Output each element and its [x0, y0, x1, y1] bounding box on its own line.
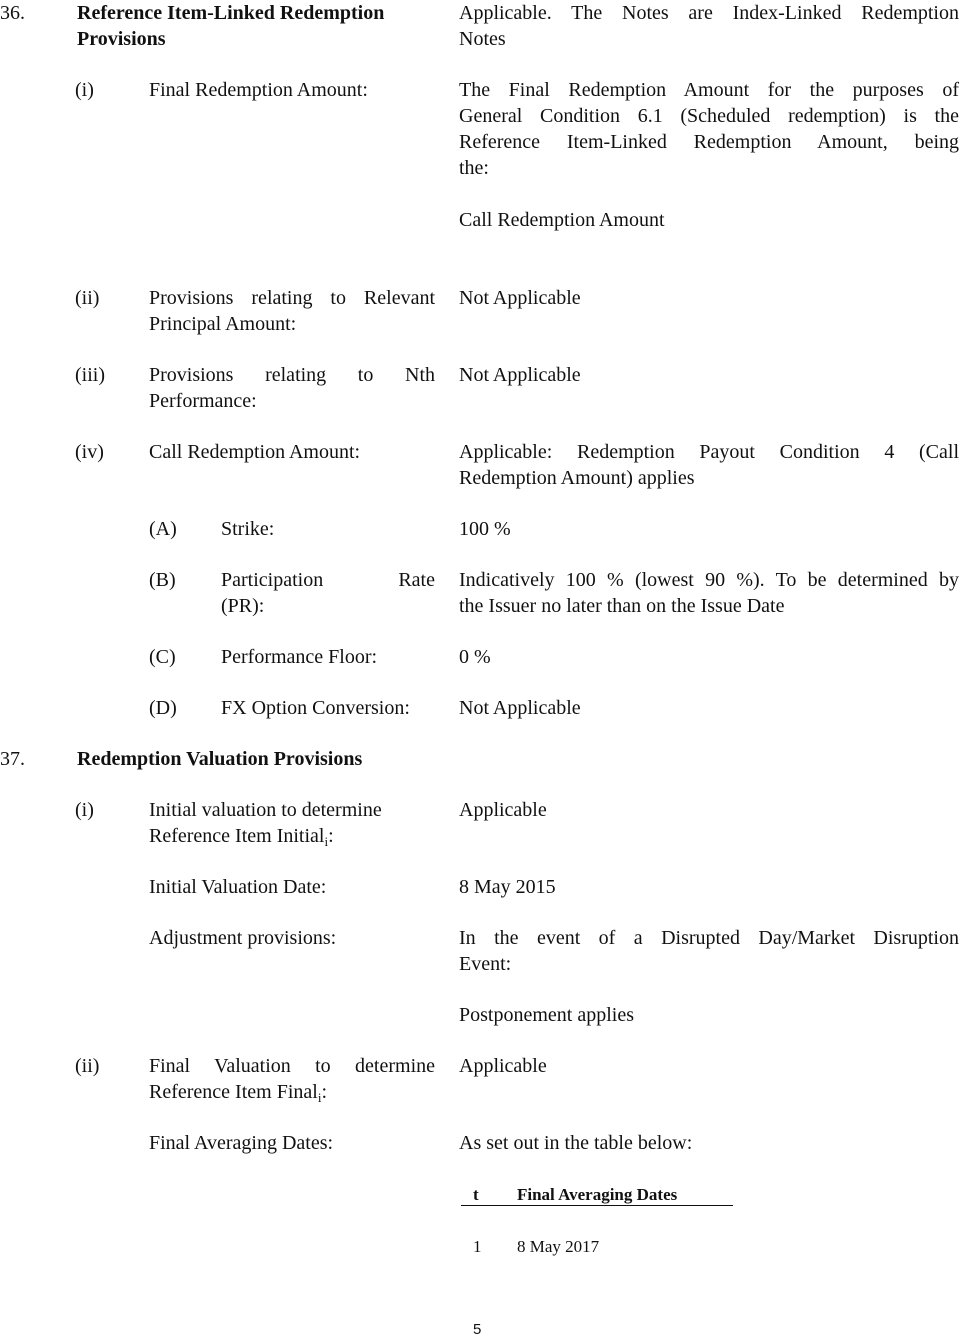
participation-rate-label-line2: (PR):	[221, 595, 265, 617]
section-36-title-line2: Provisions	[77, 28, 166, 50]
relevant-principal-label-line1: Provisions relating to Relevant	[149, 287, 435, 309]
participation-rate-value-line2: the Issuer no later than on the Issue Date	[459, 595, 785, 617]
subitem-d-number: (D)	[149, 697, 177, 719]
final-redemption-amount-value-line2: General Condition 6.1 (Scheduled redemption) is the	[459, 105, 959, 127]
performance-floor-label: Performance Floor:	[221, 646, 378, 668]
performance-floor-value: 0 %	[459, 646, 491, 668]
item-36-i-number: (i)	[75, 79, 94, 101]
item-37-i-number: (i)	[75, 799, 94, 821]
final-redemption-amount-value-line3: Reference Item-Linked Redemption Amount, being	[459, 131, 959, 153]
section-36-value-line2: Notes	[459, 28, 506, 50]
item-37-ii-number: (ii)	[75, 1055, 100, 1077]
call-redemption-amount-label: Call Redemption Amount:	[149, 441, 361, 463]
final-valuation-value: Applicable	[459, 1055, 547, 1077]
subitem-a-number: (A)	[149, 518, 177, 540]
postponement-applies-text: Postponement applies	[459, 1004, 634, 1026]
final-redemption-amount-value-line1: The Final Redemption Amount for the purposes of	[459, 79, 959, 101]
adjustment-provisions-value-line1: In the event of a Disrupted Day/Market Disruption	[459, 927, 959, 949]
item-36-iii-number: (iii)	[75, 364, 105, 386]
table-header-t: t	[473, 1185, 479, 1204]
initial-valuation-label-line1: Initial valuation to determine	[149, 799, 382, 821]
fx-option-conversion-label: FX Option Conversion:	[221, 697, 410, 719]
final-redemption-amount-label: Final Redemption Amount:	[149, 79, 368, 101]
initial-valuation-label-line2: Reference Item Initial$_i$:	[149, 825, 334, 849]
table-row-date: 8 May 2017	[517, 1237, 600, 1256]
final-redemption-amount-value-line4: the:	[459, 157, 489, 179]
adjustment-provisions-value-line2: Event:	[459, 953, 512, 975]
page-number: 5	[473, 1321, 482, 1338]
strike-label: Strike:	[221, 518, 275, 540]
participation-rate-label-line1: Participation Rate	[221, 569, 435, 591]
section-37-title: Redemption Valuation Provisions	[77, 748, 363, 770]
nth-performance-label-line2: Performance:	[149, 390, 257, 412]
adjustment-provisions-label: Adjustment provisions:	[149, 927, 337, 949]
section-37-number: 37.	[0, 748, 25, 770]
item-36-ii-number: (ii)	[75, 287, 100, 309]
subitem-b-number: (B)	[149, 569, 176, 591]
final-valuation-label-line1: Final Valuation to determine	[149, 1055, 435, 1077]
participation-rate-value-line1: Indicatively 100 % (lowest 90 %). To be determined by	[459, 569, 959, 591]
subitem-c-number: (C)	[149, 646, 176, 668]
section-36-title-line1: Reference Item-Linked Redemption	[77, 2, 385, 24]
final-averaging-dates-label: Final Averaging Dates:	[149, 1132, 334, 1154]
nth-performance-label-line1: Provisions relating to Nth	[149, 364, 435, 386]
fx-option-conversion-value: Not Applicable	[459, 697, 581, 719]
section-36-value-line1: Applicable. The Notes are Index-Linked Redemption	[459, 2, 959, 24]
final-valuation-label-line2: Reference Item Final$_i$:	[149, 1081, 327, 1105]
initial-valuation-date-value: 8 May 2015	[459, 876, 556, 898]
relevant-principal-value: Not Applicable	[459, 287, 581, 309]
nth-performance-value: Not Applicable	[459, 364, 581, 386]
call-redemption-amount-value-line2: Redemption Amount) applies	[459, 467, 695, 489]
initial-valuation-value: Applicable	[459, 799, 547, 821]
relevant-principal-label-line2: Principal Amount:	[149, 313, 297, 335]
call-redemption-amount-value-line1: Applicable: Redemption Payout Condition 4 (Call	[459, 441, 959, 463]
section-36-number: 36.	[0, 2, 25, 24]
table-header-rule	[461, 1205, 733, 1206]
table-header-final-averaging-dates: Final Averaging Dates	[517, 1185, 678, 1204]
call-redemption-amount-text: Call Redemption Amount	[459, 209, 665, 231]
strike-value: 100 %	[459, 518, 511, 540]
final-averaging-dates-value: As set out in the table below:	[459, 1132, 693, 1154]
table-row-t: 1	[473, 1237, 482, 1256]
item-36-iv-number: (iv)	[75, 441, 104, 463]
initial-valuation-date-label: Initial Valuation Date:	[149, 876, 327, 898]
